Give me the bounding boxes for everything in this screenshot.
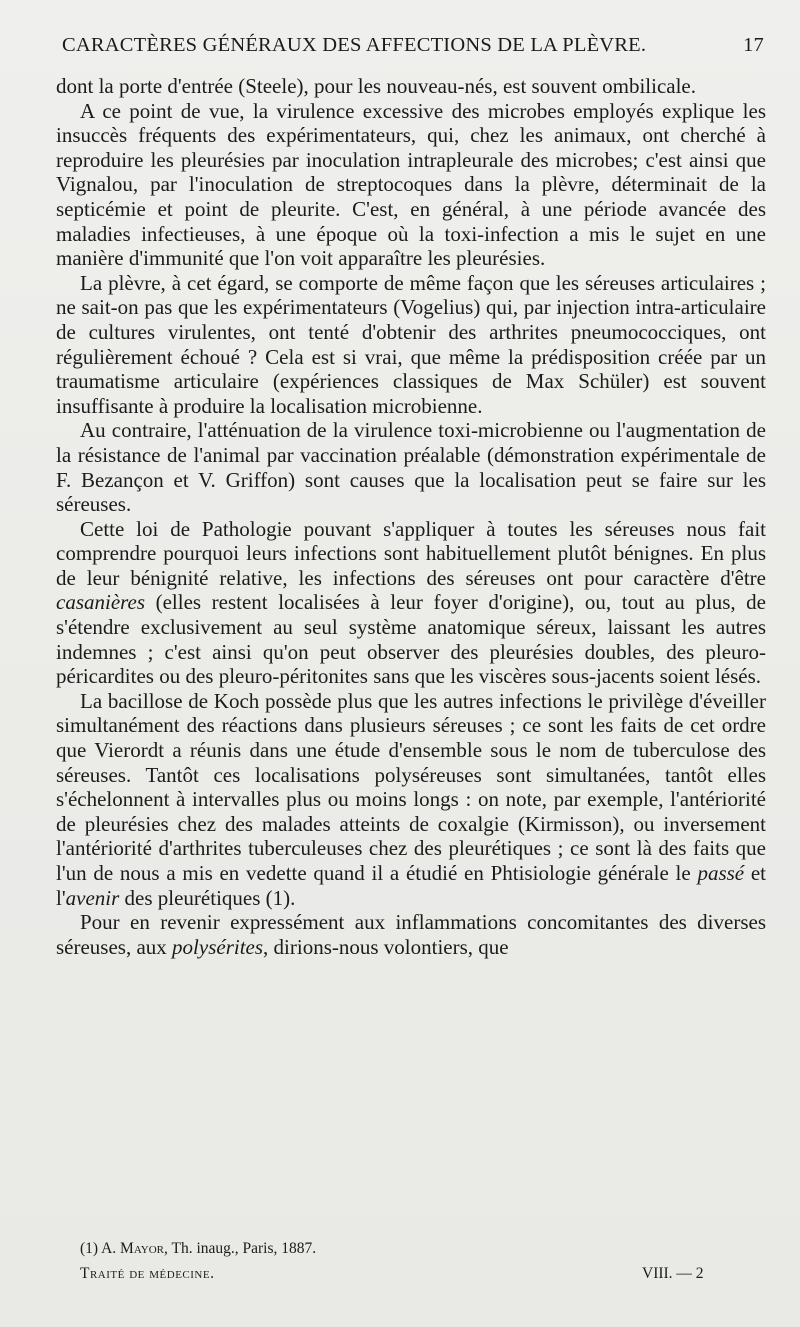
footnote-reference: , Th. inaug., Paris, 1887. bbox=[164, 1240, 317, 1257]
paragraph-text: La plèvre, à cet égard, se comporte de même façon que les séreuses articulaires ; ne sait-on pas que les expérimentateurs (Vogelius) qui, par injection intra-articulaire de cultures virulentes, ont tenté d'obtenir des arthrites pneumococciques, ont régulièrement échoué ? Cela est si vrai, que même la prédisposition créée par un traumatisme articulaire (expériences classiques de Max Schüler) est souvent insuffisante à produire la localisation microbienne. bbox=[56, 270, 766, 418]
italic-term: avenir bbox=[65, 885, 120, 910]
signature-line bbox=[80, 1265, 770, 1285]
paragraph-text: et l' bbox=[56, 861, 767, 910]
italic-term: passé bbox=[697, 861, 745, 885]
paragraph-4 bbox=[56, 418, 766, 516]
page-number: 17 bbox=[743, 34, 764, 56]
paragraph-text: (elles restent localisées à leur foyer d'origine), ou, tout au plus, de s'étendre exclusivement au seul système anatomique séreux, laissant les autres indemnes ; c'est ainsi qu'on peut observer des pleurésies doubles, des pleuro-péricardites ou des pleuro-péritonites sans que les viscères sous-jacents soient lésés. bbox=[56, 590, 766, 689]
paragraph-text: A ce point de vue, la virulence excessive des microbes employés explique les insuccès fréquents des expérimentateurs, qui, chez les animaux, ont cherché à reproduire les pleurésies par inoculation intrapleurale des microbes; c'est ainsi que Vignalou, par l'inoculation de streptocoques dans la plèvre, déterminait de la septicémie et point de pleurite. C'est, en général, à une période avancée des maladies infectieuses, à une époque où la toxi-infection a mis le sujet en une manière d'immunité que l'on voit apparaître les pleurésies. bbox=[56, 98, 766, 271]
running-head bbox=[56, 34, 764, 62]
paragraph-text: des pleurétiques (1). bbox=[119, 885, 296, 910]
paragraph-7 bbox=[56, 910, 766, 959]
paragraph-text: Au contraire, l'atténuation de la virulence toxi-microbienne ou l'augmentation de la résistance de l'animal par vaccination préalable (démonstration expérimentale de F. Bezançon et V. Griffon) sont causes que la localisation peut se faire sur les séreuses. bbox=[56, 418, 766, 517]
paragraph-2 bbox=[56, 99, 766, 271]
paragraph-text: Cette loi de Pathologie pouvant s'appliquer à toutes les séreuses nous fait comprendre pourquoi leurs infections sont habituellement plutôt bénignes. En plus de leur bénignité relative, les infections des séreuses ont pour caractère d'être bbox=[56, 516, 766, 590]
paragraph-1 bbox=[56, 74, 766, 99]
paragraph-text: Pour en revenir expressément aux inflammations concomitantes des diverses séreuses, aux bbox=[56, 910, 766, 959]
paragraph-text: dont la porte d'entrée (Steele), pour les nouveau-nés, est souvent ombilicale. bbox=[56, 74, 696, 98]
signature-title: Traité de médecine. bbox=[80, 1265, 215, 1282]
italic-term: polysérites bbox=[172, 934, 264, 959]
paragraph-text: , dirions-nous volontiers, que bbox=[263, 934, 509, 959]
footnote bbox=[80, 1240, 316, 1258]
signature-mark: VIII. — 2 bbox=[642, 1265, 704, 1282]
running-title: CARACTÈRES GÉNÉRAUX DES AFFECTIONS DE LA PLÈVRE. bbox=[62, 34, 647, 56]
paragraph-3 bbox=[56, 271, 766, 419]
body-text bbox=[56, 74, 766, 959]
footnote-marker: (1) A. bbox=[80, 1240, 117, 1257]
paragraph-5 bbox=[56, 517, 766, 689]
italic-term: casanières bbox=[56, 590, 146, 615]
paragraph-text: La bacillose de Koch possède plus que les autres infections le privilège d'éveiller simultanément des réactions dans plusieurs séreuses ; ce sont les faits de cet ordre que Vierordt a réunis dans une étude d'ensemble sous le nom de tuberculose des séreuses. Tantôt ces localisations polyséreuses sont simultanées, tantôt elles s'échelonnent à intervalles plus ou moins longs : on note, par exemple, l'antériorité de pleurésies chez des malades atteints de coxalgie (Kirmisson), ou inversement l'antériorité d'arthrites tuberculeuses chez des pleurétiques ; ce sont là des faits que l'un de nous a mis en vedette quand il a étudié en Phtisiologie générale le bbox=[56, 688, 766, 885]
paragraph-6 bbox=[56, 689, 766, 910]
footnote-author: Mayor bbox=[120, 1240, 164, 1257]
